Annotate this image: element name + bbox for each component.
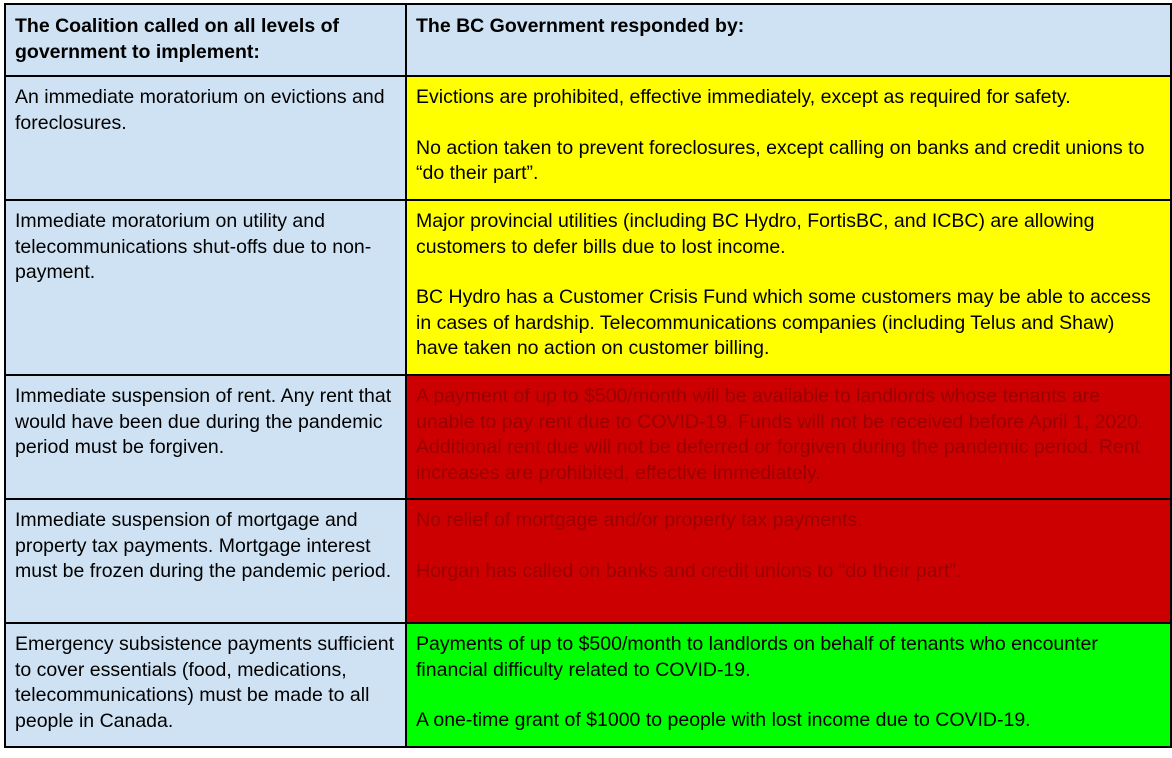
demand-text: Emergency subsistence payments sufficient to cover essentials (food, medications, telecommunications) must be made to all people in Canada. [15,633,394,732]
table-row [5,623,1171,747]
header-coalition-demands: The Coalition called on all levels of government to implement: [5,4,406,76]
response-text: Evictions are prohibited, effective immediately, except as required for safety. [416,86,1071,108]
response-text: No relief of mortgage and/or property tax payments. [416,509,863,531]
demand-cell [5,200,406,375]
header-bc-government-response: The BC Government responded by: [406,4,1171,76]
table-row [5,499,1171,623]
response-cell [406,375,1171,499]
response-text: No action taken to prevent foreclosures, except calling on banks and credit unions to “do their part”. [416,136,1145,184]
response-cell [406,499,1171,623]
demand-cell [5,76,406,200]
response-text: Horgan has called on banks and credit unions to “do their part”. [416,559,962,582]
response-text: BC Hydro has a Customer Crisis Fund which some customers may be able to access in cases of hardship. Telecommunications companies (including Telus and Shaw) have taken no action on customer billing. [416,286,1151,359]
table-row [5,76,1171,200]
response-text: Payments of up to $500/month to landlords on behalf of tenants who encounter financial difficulty related to COVID-19. [416,633,1098,681]
comparison-table-container [4,3,1170,748]
comparison-table [4,3,1172,748]
response-cell [406,623,1171,747]
demand-text: Immediate suspension of rent. Any rent that would have been due during the pandemic period must be forgiven. [15,385,392,458]
table-row [5,200,1171,375]
response-cell [406,76,1171,200]
demand-cell [5,623,406,747]
response-text: Major provincial utilities (including BC Hydro, FortisBC, and ICBC) are allowing customers to defer bills due to lost income. [416,210,1095,258]
demand-text: An immediate moratorium on evictions and foreclosures. [15,86,385,134]
demand-text: Immediate moratorium on utility and telecommunications shut-offs due to non-payment. [15,210,372,283]
response-text: A payment of up to $500/month will be available to landlords whose tenants are unable to pay rent due to COVID-19. Funds will not be received before April 1, 2020. Additional rent due will not be deferred or forgiven during the pandemic period. Rent increases are prohibited, effective immediately. [416,385,1144,484]
response-text: A one-time grant of $1000 to people with lost income due to COVID-19. [416,709,1031,731]
demand-text: Immediate suspension of mortgage and property tax payments. Mortgage interest must be frozen during the pandemic period. [15,509,392,582]
demand-cell [5,375,406,499]
table-header-row [5,4,1171,76]
table-row [5,375,1171,499]
demand-cell [5,499,406,623]
response-cell [406,200,1171,375]
